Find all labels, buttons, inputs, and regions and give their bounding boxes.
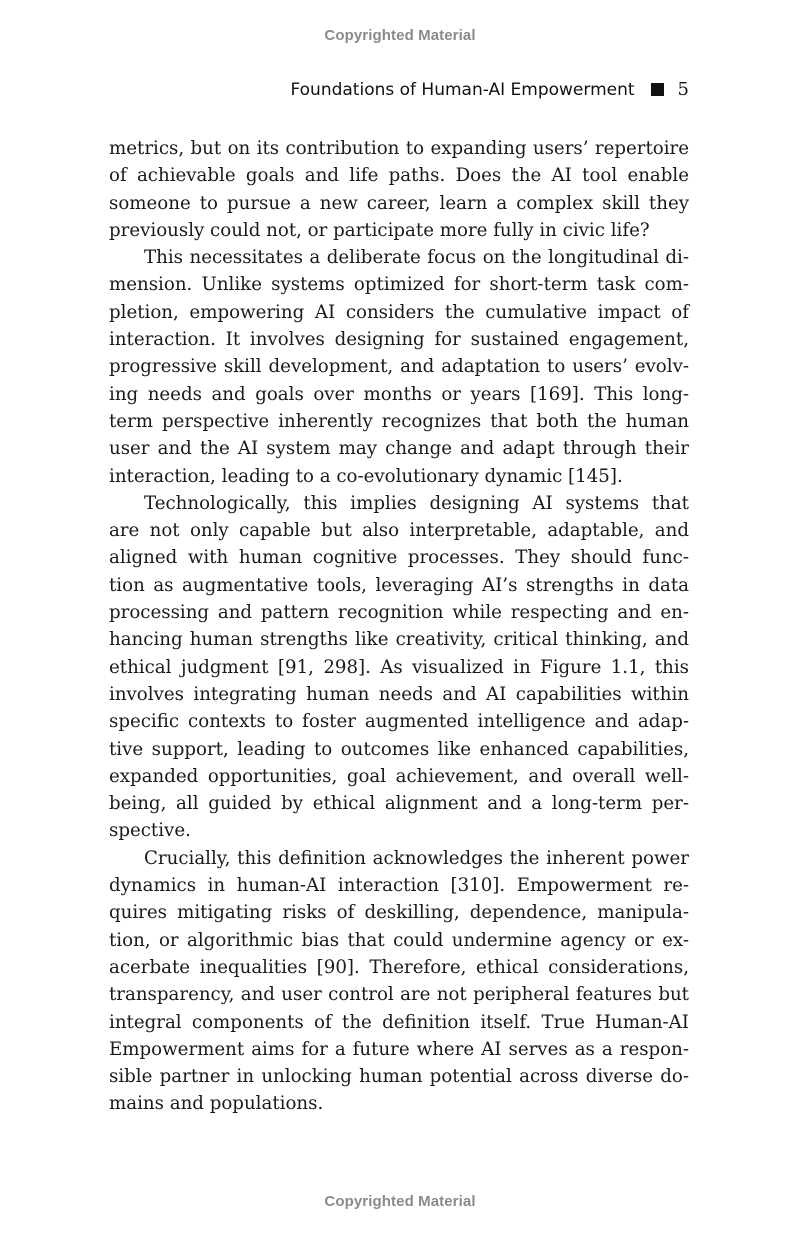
running-head-title: Foundations of Human-AI Empowerment: [290, 79, 635, 100]
text-line: interaction, leading to a co-evolutionary dynamic [145].: [109, 465, 623, 487]
text-line: hancing human strengths like creativity, critical thinking, and: [109, 629, 689, 651]
text-line: ing needs and goals over months or years [169]. This long-: [109, 383, 689, 405]
text-line: user and the AI system may change and adapt through their: [109, 438, 689, 460]
copyright-watermark-bottom: Copyrighted Material: [324, 1193, 476, 1210]
paragraph: [109, 490, 689, 845]
text-line: pletion, empowering AI considers the cumulative impact of: [109, 301, 689, 323]
text-line: tion, or algorithmic bias that could undermine agency or ex-: [109, 929, 689, 951]
running-head: [290, 79, 689, 100]
text-line: of achievable goals and life paths. Does the AI tool enable: [109, 165, 689, 187]
text-line: dynamics in human-AI interaction [310]. Empowerment re-: [109, 875, 689, 897]
text-line: Technologically, this implies designing AI systems that: [144, 492, 689, 514]
text-line: previously could not, or participate more fully in civic life?: [109, 219, 650, 241]
text-line: mains and populations.: [109, 1093, 324, 1115]
text-line: transparency, and user control are not peripheral features but: [109, 984, 689, 1006]
text-line: someone to pursue a new career, learn a complex skill they: [109, 192, 689, 214]
paragraph: [109, 135, 689, 244]
text-line: progressive skill development, and adaptation to users’ evolv-: [109, 356, 689, 378]
text-line: sible partner in unlocking human potential across diverse do-: [109, 1066, 689, 1088]
text-line: aligned with human cognitive processes. They should func-: [109, 547, 689, 569]
body-text: [109, 135, 689, 1118]
copyright-watermark-top: Copyrighted Material: [324, 27, 476, 44]
text-line: integral components of the definition itself. True Human-AI: [109, 1011, 689, 1033]
text-line: tion as augmentative tools, leveraging AI’s strengths in data: [109, 574, 689, 596]
text-line: quires mitigating risks of deskilling, dependence, manipula-: [109, 902, 689, 924]
page-number: 5: [677, 79, 689, 100]
text-line: are not only capable but also interpretable, adaptable, and: [109, 520, 689, 542]
text-line: term perspective inherently recognizes that both the human: [109, 410, 689, 432]
text-line: mension. Unlike systems optimized for short-term task com-: [109, 274, 689, 296]
text-line: metrics, but on its contribution to expanding users’ repertoire: [109, 138, 689, 159]
text-line: Empowerment aims for a future where AI serves as a respon-: [109, 1038, 689, 1060]
text-line: ethical judgment [91, 298]. As visualized in Figure 1.1, this: [109, 656, 689, 678]
text-line: Crucially, this definition acknowledges the inherent power: [144, 847, 689, 869]
text-line: being, all guided by ethical alignment and a long-term per-: [109, 793, 689, 815]
text-line: involves integrating human needs and AI capabilities within: [109, 683, 689, 705]
text-line: This necessitates a deliberate focus on the longitudinal di-: [144, 247, 689, 269]
text-line: specific contexts to foster augmented intelligence and adap-: [109, 711, 689, 733]
text-line: acerbate inequalities [90]. Therefore, ethical considerations,: [109, 956, 689, 978]
text-line: processing and pattern recognition while respecting and en-: [109, 602, 689, 624]
text-line: interaction. It involves designing for sustained engagement,: [109, 329, 689, 351]
black-square-icon: [651, 83, 664, 96]
paragraph: [109, 244, 689, 490]
text-line: expanded opportunities, goal achievement, and overall well-: [109, 765, 689, 787]
text-line: spective.: [109, 820, 191, 842]
paragraph: [109, 845, 689, 1118]
text-line: tive support, leading to outcomes like enhanced capabilities,: [109, 738, 689, 760]
